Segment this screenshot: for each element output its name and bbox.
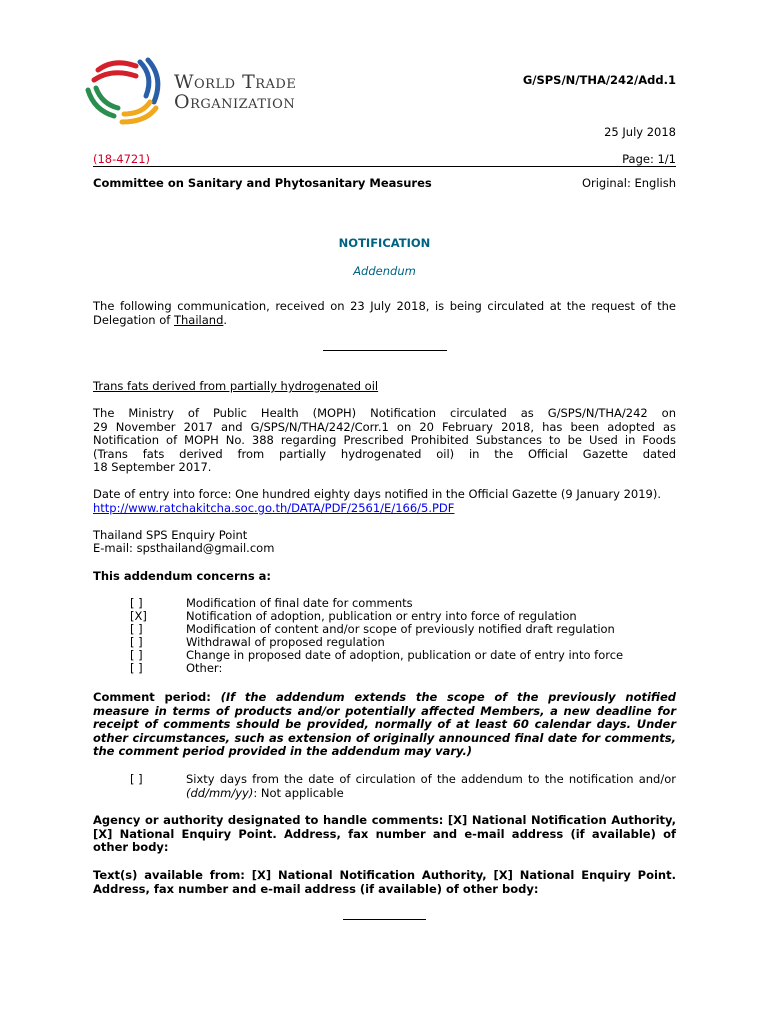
texts-line: Text(s) available from: [X] National Notification Authority, [X] National Enquiry Point. xyxy=(93,868,676,882)
wto-logo xyxy=(84,56,344,128)
concern-item: Change in proposed date of adoption, publication or date of entry into force xyxy=(186,648,624,662)
logo-line-2: Organization xyxy=(174,91,296,113)
concern-item: Modification of content and/or scope of previously notified draft regulation xyxy=(186,622,615,636)
para-line: (Trans fats derived from partially hydrogenated oil) in the Official Gazette dated xyxy=(93,446,676,461)
document-date: 25 July 2018 xyxy=(604,125,676,139)
agency-line: [X] National Enquiry Point. Address, fax number and e-mail address (if available) of xyxy=(93,826,676,841)
section-divider xyxy=(323,350,447,351)
concerns-text-column xyxy=(186,597,686,675)
texts-line: Address, fax number and e-mail address (if available) of other body: xyxy=(93,881,539,896)
checkbox-marker: [ ] xyxy=(130,622,143,636)
comment-line: measure in terms of products and/or potentially affected Members, a new deadline for xyxy=(93,703,676,718)
header-rule xyxy=(93,166,676,167)
sixty-days-line-1: Sixty days from the date of circulation of the addendum to the notification and/or xyxy=(186,772,676,786)
checkbox-marker: [ ] xyxy=(130,596,143,610)
comment-line: other circumstances, such as extension of originally announced final date for comments, xyxy=(93,730,676,745)
checkbox-marker: [X] xyxy=(130,609,147,623)
document-number: (18-4721) xyxy=(93,152,151,166)
comment-line: the comment period provided in the addendum may vary.) xyxy=(93,744,473,758)
page-indicator: Page: 1/1 xyxy=(622,152,676,166)
enquiry-point: Thailand SPS Enquiry Point xyxy=(93,528,248,542)
intro-suffix: . xyxy=(223,312,228,327)
comment-period-label: Comment period: xyxy=(93,690,211,704)
original-language: Original: English xyxy=(581,176,676,190)
regulation-paragraph xyxy=(93,407,676,475)
intro-line-1: The following communication, received on 23 July 2018, is being circulated at the request of the xyxy=(93,299,676,313)
para-line: Notification of MOPH No. 388 regarding Prescribed Prohibited Substances to be Used in Foods xyxy=(93,433,676,447)
concern-item: Other: xyxy=(186,661,223,675)
document-symbol: G/SPS/N/THA/242/Add.1 xyxy=(522,73,676,87)
intro-paragraph xyxy=(93,300,676,327)
end-rule xyxy=(343,919,426,920)
subject-title: Trans fats derived from partially hydrogenated oil xyxy=(93,379,379,393)
sixty-days-checkbox: [ ] xyxy=(130,772,143,786)
checkbox-marker: [ ] xyxy=(130,635,143,649)
committee-name: Committee on Sanitary and Phytosanitary Measures xyxy=(93,176,432,190)
date-format: (dd/mm/yy) xyxy=(186,785,254,800)
comment-line-1: (If the addendum extends the scope of the previously notified xyxy=(220,690,676,704)
concerns-heading: This addendum concerns a: xyxy=(93,569,272,583)
enquiry-email: E-mail: spsthailand@gmail.com xyxy=(93,541,275,555)
checkbox-marker: [ ] xyxy=(130,648,143,662)
intro-country: Thailand xyxy=(173,312,224,327)
para-line: The Ministry of Public Health (MOPH) Notification circulated as G/SPS/N/THA/242 on xyxy=(93,406,676,420)
para-line: 18 September 2017. xyxy=(93,460,212,474)
sixty-days-option xyxy=(186,773,676,800)
logo-line-1: World Trade xyxy=(174,71,297,93)
sixty-days-line-2 xyxy=(186,787,676,801)
comment-line: receipt of comments should be provided, normally of at least 60 calendar days. Under xyxy=(93,717,676,731)
agency-block xyxy=(93,814,676,855)
wto-emblem-icon xyxy=(84,56,164,128)
checkbox-marker: [ ] xyxy=(130,661,143,675)
addendum-subheading: Addendum xyxy=(353,264,416,278)
texts-available-block xyxy=(93,869,676,896)
concerns-checkbox-column xyxy=(130,597,160,675)
agency-line: other body: xyxy=(93,840,169,854)
concern-item: Modification of final date for comments xyxy=(186,596,413,610)
comment-line xyxy=(93,691,676,705)
concern-item: Withdrawal of proposed regulation xyxy=(186,635,385,649)
agency-line: Agency or authority designated to handle comments: [X] National Notification Authority, xyxy=(93,813,676,827)
not-applicable: : Not applicable xyxy=(253,785,344,800)
para-line: 29 November 2017 and G/SPS/N/THA/242/Corr.1 on 20 February 2018, has been adopted as xyxy=(93,419,676,434)
intro-prefix: Delegation of xyxy=(93,312,174,327)
comment-period-block xyxy=(93,691,676,759)
entry-into-force: Date of entry into force: One hundred eighty days notified in the Official Gazette (9 January 2019). xyxy=(93,487,661,501)
concern-item: Notification of adoption, publication or entry into force of regulation xyxy=(186,609,577,623)
gazette-link[interactable]: http://www.ratchakitcha.soc.go.th/DATA/PDF/2561/E/166/5.PDF xyxy=(93,501,455,515)
intro-line-2 xyxy=(93,314,676,328)
notification-heading: NOTIFICATION xyxy=(338,236,431,250)
